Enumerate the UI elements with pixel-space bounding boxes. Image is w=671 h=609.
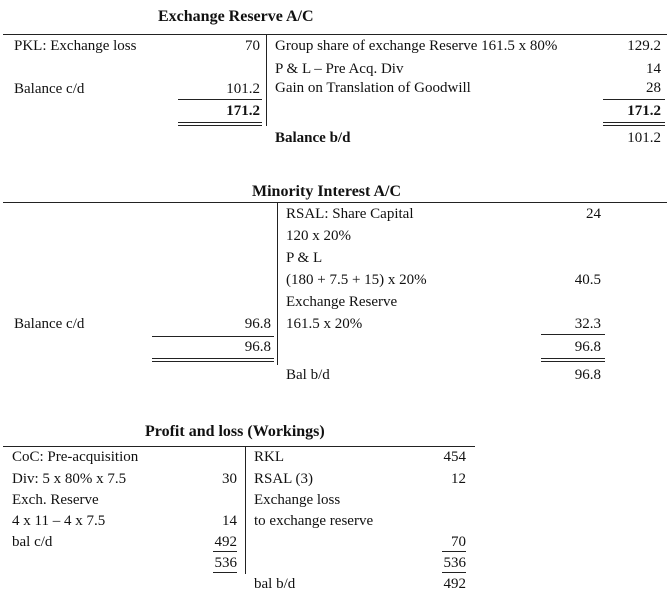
debit-label: Balance c/d bbox=[14, 316, 85, 332]
credit-amount: 40.5 bbox=[574, 272, 601, 288]
bal-bd-label: Bal b/d bbox=[286, 367, 330, 383]
debit-amount: 30 bbox=[222, 471, 237, 487]
exchange-reserve-title: Exchange Reserve A/C bbox=[158, 8, 314, 25]
credit-line: RSAL: Share Capital bbox=[286, 206, 414, 222]
credit-line: 161.5 x 20% bbox=[286, 316, 363, 332]
debit-total-rule bbox=[178, 122, 262, 123]
credit-label: P & L – Pre Acq. Div bbox=[275, 61, 404, 77]
credit-total-rule bbox=[442, 572, 466, 573]
debit-label: PKL: Exchange loss bbox=[14, 38, 137, 54]
debit-subtotal-rule bbox=[178, 99, 262, 100]
balance-bd-label: Balance b/d bbox=[275, 130, 351, 146]
credit-amount: 70 bbox=[451, 534, 466, 550]
credit-amount: 454 bbox=[443, 449, 466, 465]
debit-amount: 70 bbox=[245, 38, 260, 54]
credit-line: to exchange reserve bbox=[254, 513, 374, 529]
minority-interest-title: Minority Interest A/C bbox=[252, 183, 402, 200]
debit-amount: 14 bbox=[222, 513, 237, 529]
debit-line: bal c/d bbox=[12, 534, 53, 550]
credit-total-rule bbox=[603, 122, 665, 123]
credit-subtotal-rule bbox=[541, 334, 605, 335]
debit-amount: 96.8 bbox=[244, 316, 271, 332]
profit-loss-title: Profit and loss (Workings) bbox=[145, 423, 325, 440]
credit-line: P & L bbox=[286, 250, 323, 266]
bal-bd-amount: 492 bbox=[443, 576, 466, 592]
debit-amount: 101.2 bbox=[226, 81, 260, 97]
debit-total-rule bbox=[152, 361, 274, 362]
credit-total-rule bbox=[541, 361, 605, 362]
credit-amount: 129.2 bbox=[627, 38, 661, 54]
debit-line: Exch. Reserve bbox=[12, 492, 99, 508]
credit-line: RSAL (3) bbox=[254, 471, 314, 487]
credit-total: 536 bbox=[443, 555, 466, 571]
minority-interest-center-rule bbox=[277, 202, 278, 365]
profit-loss-top-rule bbox=[3, 446, 475, 447]
debit-line: Div: 5 x 80% x 7.5 bbox=[12, 471, 127, 487]
exchange-reserve-top-rule bbox=[3, 34, 667, 35]
debit-label: Balance c/d bbox=[14, 81, 85, 97]
debit-total: 171.2 bbox=[226, 103, 260, 119]
debit-total: 536 bbox=[214, 555, 237, 571]
bal-bd-amount: 96.8 bbox=[574, 367, 601, 383]
debit-subtotal-rule bbox=[213, 551, 237, 552]
credit-label: Group share of exchange Reserve 161.5 x 80% bbox=[275, 38, 558, 54]
debit-amount: 492 bbox=[214, 534, 237, 550]
credit-total: 96.8 bbox=[574, 339, 601, 355]
debit-line: CoC: Pre-acquisition bbox=[12, 449, 139, 465]
credit-total: 171.2 bbox=[627, 103, 661, 119]
exchange-reserve-center-rule bbox=[266, 34, 267, 126]
credit-amount: 24 bbox=[586, 206, 601, 222]
credit-amount: 28 bbox=[646, 80, 661, 96]
credit-label: Gain on Translation of Goodwill bbox=[275, 80, 471, 96]
credit-total-rule bbox=[603, 125, 665, 126]
debit-subtotal-rule bbox=[152, 336, 274, 337]
credit-line: (180 + 7.5 + 15) x 20% bbox=[286, 272, 427, 288]
debit-total-rule bbox=[178, 125, 262, 126]
bal-bd-label: bal b/d bbox=[254, 576, 296, 592]
credit-total-rule bbox=[541, 358, 605, 359]
credit-amount: 32.3 bbox=[574, 316, 601, 332]
credit-amount: 12 bbox=[451, 471, 466, 487]
credit-line: 120 x 20% bbox=[286, 228, 351, 244]
credit-subtotal-rule bbox=[603, 99, 665, 100]
credit-line: Exchange Reserve bbox=[286, 294, 398, 310]
credit-line: RKL bbox=[254, 449, 284, 465]
debit-total: 96.8 bbox=[244, 339, 271, 355]
credit-amount: 14 bbox=[646, 61, 661, 77]
debit-total-rule bbox=[152, 358, 274, 359]
minority-interest-top-rule bbox=[3, 202, 667, 203]
credit-subtotal-rule bbox=[442, 551, 466, 552]
profit-loss-center-rule bbox=[245, 446, 246, 574]
debit-total-rule bbox=[213, 572, 237, 573]
debit-line: 4 x 11 – 4 x 7.5 bbox=[12, 513, 106, 529]
credit-line: Exchange loss bbox=[254, 492, 341, 508]
balance-bd-amount: 101.2 bbox=[627, 130, 661, 146]
